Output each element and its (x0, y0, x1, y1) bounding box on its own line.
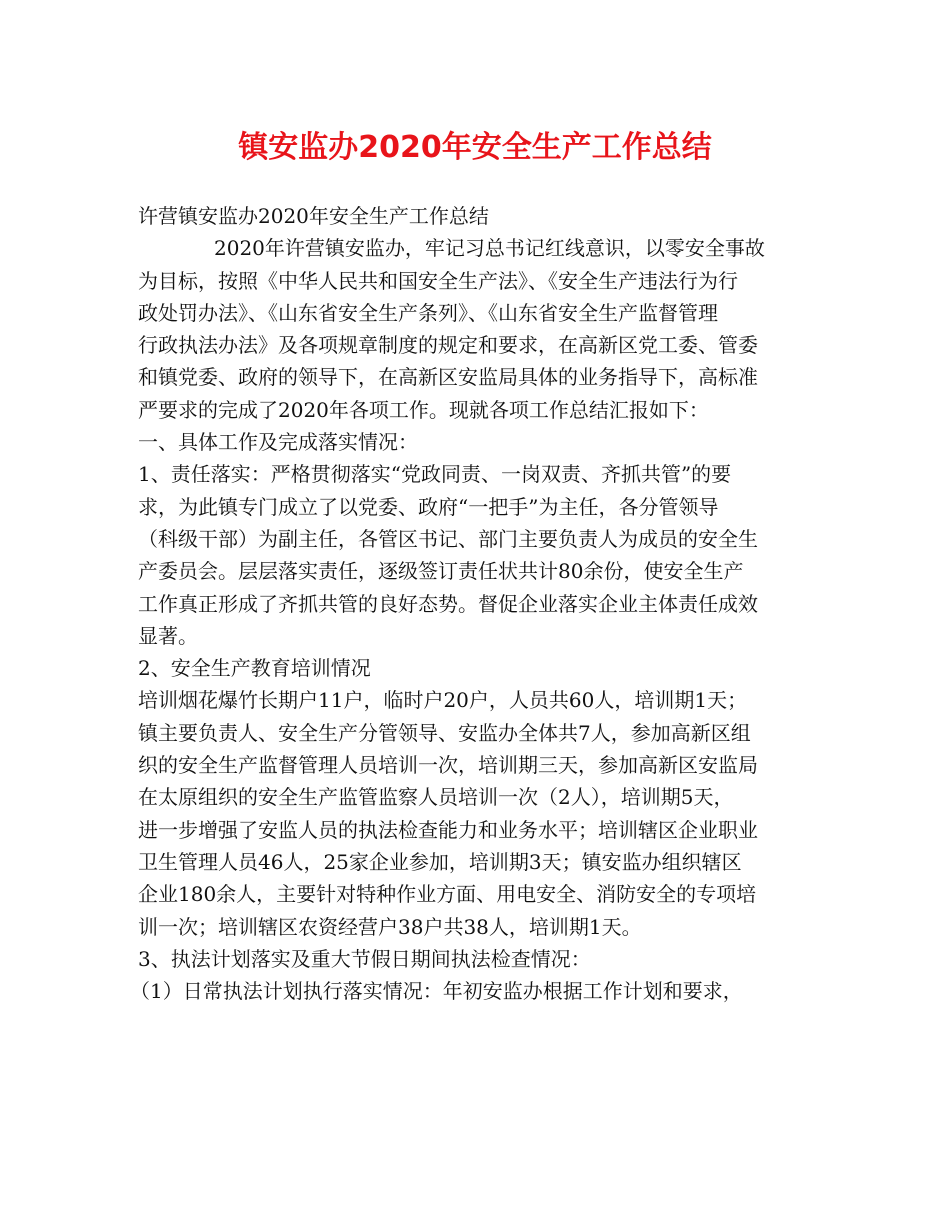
paragraph-line: 为目标，按照《中华人民共和国安全生产法》、《安全生产违法行为行 (138, 268, 738, 293)
paragraph-line: 显著。 (138, 623, 198, 648)
paragraph-line: 1、责任落实：严格贯彻落实“党政同责、一岗双责、齐抓共管”的要 (138, 462, 732, 487)
paragraph-line: 培训烟花爆竹长期户11户，临时户20户，人员共60人，培训期1天； (138, 688, 748, 713)
paragraph-line: 训一次；培训辖区农资经营户38户共38人，培训期1天。 (138, 914, 642, 939)
paragraph-line: 企业180余人，主要针对特种作业方面、用电安全、消防安全的专项培 (138, 882, 757, 907)
paragraph-line: 镇主要负责人、安全生产分管领导、安监办全体共7人，参加高新区组 (138, 720, 751, 745)
paragraph-line: 和镇党委、政府的领导下，在高新区安监局具体的业务指导下，高标准 (138, 365, 758, 390)
subtitle-line: 许营镇安监办2020年安全生产工作总结 (138, 204, 489, 228)
paragraph-line: 求，为此镇专门成立了以党委、政府“一把手”为主任，各分管领导 (138, 494, 719, 519)
paragraph-line: 产委员会。层层落实责任，逐级签订责任状共计80余份，使安全生产 (138, 559, 744, 584)
section-heading: 一、具体工作及完成落实情况： (138, 430, 418, 455)
section-heading: 2、安全生产教育培训情况 (138, 656, 371, 681)
section-heading: 3、执法计划落实及重大节假日期间执法检查情况： (138, 946, 591, 971)
paragraph-line: 2020年许营镇安监办，牢记习总书记红线意识，以零安全事故 (214, 236, 765, 261)
paragraph-line: 织的安全生产监督管理人员培训一次，培训期三天，参加高新区安监局 (138, 753, 758, 778)
paragraph-line: 严要求的完成了2020年各项工作。现就各项工作总结汇报如下： (138, 397, 709, 422)
paragraph-line: （科级干部）为副主任，各管区书记、部门主要负责人为成员的安全生 (138, 526, 758, 551)
paragraph-line: 行政执法办法》及各项规章制度的规定和要求，在高新区党工委、管委 (138, 333, 758, 358)
document-title: 镇安监办2020年安全生产工作总结 (238, 130, 712, 165)
paragraph-line: 卫生管理人员46人，25家企业参加，培训期3天；镇安监办组织辖区 (138, 849, 742, 874)
paragraph-line: 进一步增强了安监人员的执法检查能力和业务水平；培训辖区企业职业 (138, 817, 758, 842)
paragraph-line: 工作真正形成了齐抓共管的良好态势。督促企业落实企业主体责任成效 (138, 591, 758, 616)
document-body (130, 200, 838, 1007)
paragraph-line: 在太原组织的安全生产监管监察人员培训一次（2人），培训期5天， (138, 785, 734, 810)
paragraph-line: 政处罚办法》、《山东省安全生产条列》、《山东省安全生产监督管理 (138, 300, 718, 325)
paragraph-line: （1）日常执法计划执行落实情况：年初安监办根据工作计划和要求， (130, 979, 743, 1004)
